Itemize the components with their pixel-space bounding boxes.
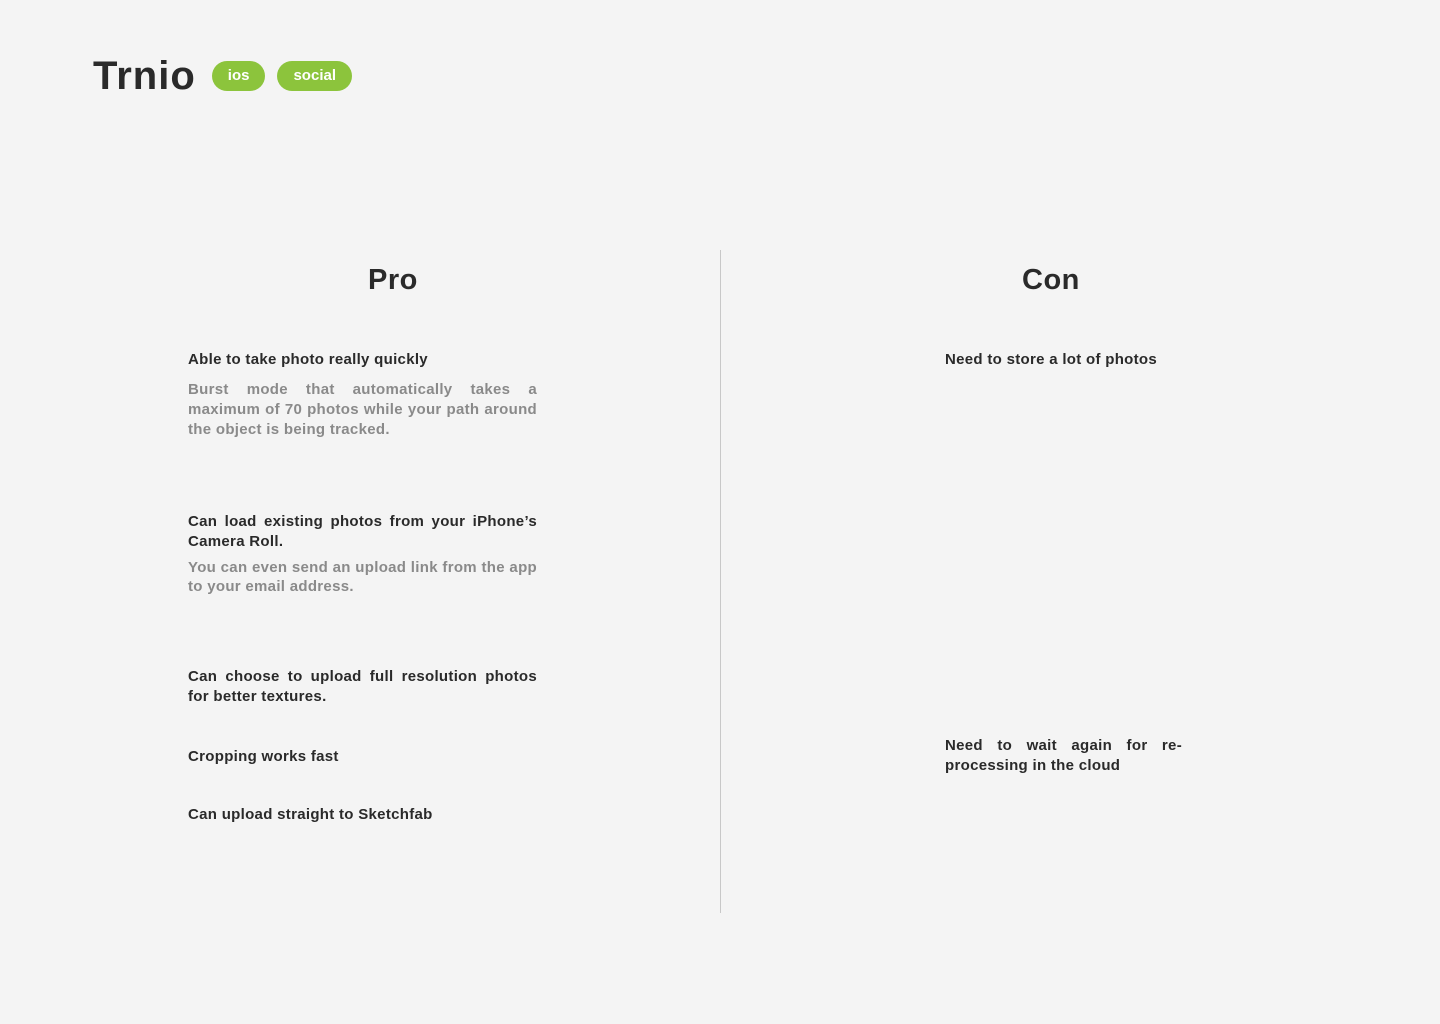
pro-item-title: Cropping works fast	[188, 748, 339, 765]
pro-item	[188, 667, 537, 707]
page-header	[93, 52, 364, 100]
con-item	[945, 350, 1182, 370]
tag-social[interactable]: social	[277, 61, 352, 91]
pro-item-title: Can choose to upload full resolution photos for better textures.	[188, 668, 537, 705]
pro-item	[188, 512, 537, 596]
con-heading: Con	[1022, 264, 1080, 296]
con-item-title: Need to store a lot of photos	[945, 351, 1158, 368]
pro-item-description: Burst mode that automatically takes a maximum of 70 photos while your path around the object is being tracked.	[188, 381, 537, 438]
con-item-title: Need to wait again for re-processing in the cloud	[945, 737, 1182, 774]
pro-item	[188, 805, 537, 825]
pro-item	[188, 747, 537, 767]
column-divider	[720, 250, 721, 913]
pro-item	[188, 350, 537, 440]
pro-item-title: Can load existing photos from your iPhone’s Camera Roll.	[188, 513, 537, 550]
con-item	[945, 736, 1182, 776]
tag-ios[interactable]: ios	[212, 61, 266, 91]
pro-item-title: Able to take photo really quickly	[188, 351, 428, 368]
pro-heading: Pro	[368, 264, 418, 296]
pro-item-title: Can upload straight to Sketchfab	[188, 806, 433, 823]
pro-item-description: You can even send an upload link from the app to your email address.	[188, 559, 537, 595]
app-title: Trnio	[93, 54, 196, 98]
